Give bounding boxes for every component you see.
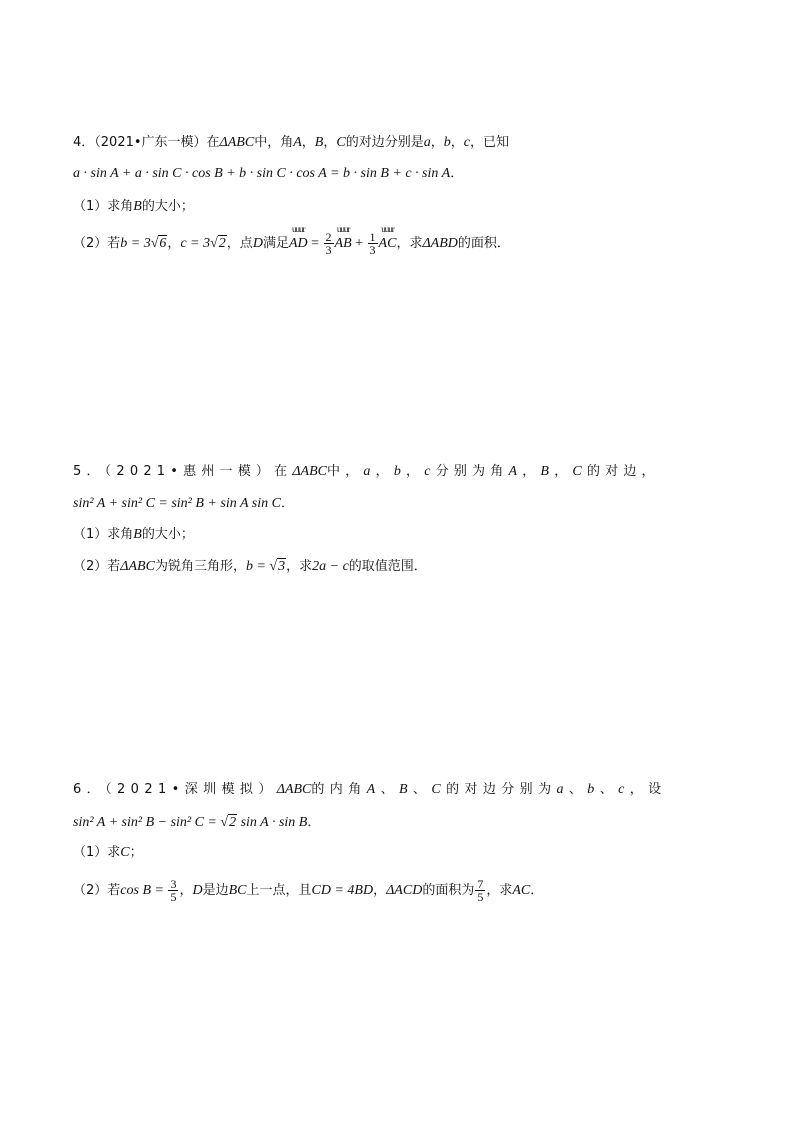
q5-triangle: ΔABC (120, 559, 155, 574)
vector-ac (378, 224, 397, 254)
q4-period: ． (450, 166, 464, 181)
q6-point-d: D (192, 883, 203, 898)
q6-text: 的对边分别为 (446, 782, 557, 797)
q6-radicand: 2 (229, 815, 237, 830)
q6-cd-relation: CD = 4BD (311, 883, 374, 898)
q4-b-value: b = 3 (120, 236, 151, 251)
q6-part1 (73, 843, 143, 863)
vector-arrow-icon: uuur (292, 224, 305, 234)
q4-side-b: b (443, 135, 451, 150)
q4-angle-b: B (314, 135, 324, 150)
q6-lead: 6．（2021•深圳模拟） (73, 782, 277, 797)
q6-stem-line1 (73, 780, 719, 800)
q6-part2-text: 是边 (202, 883, 229, 898)
numerator: 2 (325, 230, 332, 244)
q6-period: ． (307, 815, 321, 830)
equals-sign: = (307, 236, 323, 251)
q6-angle-b: B (398, 782, 413, 797)
q4-comma: ， (430, 135, 444, 150)
q5-expression: 2a − c (312, 559, 349, 574)
numerator: 3 (170, 877, 177, 891)
q4-angle-c: C (336, 135, 346, 150)
fraction-three-fifths (168, 878, 178, 903)
q5-part2-text: ，求 (286, 559, 313, 574)
denominator: 5 (170, 890, 177, 904)
q6-side-bc: BC (228, 883, 247, 898)
q6-side-a: a (556, 782, 569, 797)
q6-separator: 、 (380, 782, 399, 797)
vector-arrow-icon: uuur (381, 224, 394, 234)
q5-comma: ， (522, 464, 541, 479)
sqrt-symbol: √3 (269, 559, 286, 574)
q4-side-c: c (463, 135, 470, 150)
q6-text: 的内角 (311, 782, 367, 797)
q4-given-equation: a · sin A + a · sin C · cos B + b · sin C · cos A = b · sin B + c · sin A (73, 166, 451, 181)
q4-c-value: c = 3 (180, 236, 211, 251)
q6-side-ac: AC (512, 883, 531, 898)
q6-separator: 、 (568, 782, 588, 797)
q4-part1 (73, 197, 194, 217)
q4-part1-text: 的大小； (141, 199, 194, 214)
numerator: 7 (477, 877, 484, 891)
q5-lead: 5．（2021•惠州一模）在 (73, 464, 293, 479)
q6-text: ，设 (629, 782, 667, 797)
q6-given-equation: sin² A + sin² B − sin² C = (73, 815, 221, 830)
q4-part1-var: B (133, 199, 142, 214)
q5-comma: ， (375, 464, 394, 479)
q5-part2-text: （2）若 (73, 559, 121, 574)
q4-point-d: D (252, 236, 263, 251)
q5-triangle: ΔABC (292, 464, 327, 479)
sqrt-symbol: √2 (210, 236, 226, 251)
q6-triangle-acd: ΔACD (386, 883, 423, 898)
q4-stem-line1 (73, 133, 509, 153)
q4-part2-text: 的面积． (457, 236, 510, 251)
q6-part2-text: 上一点，且 (246, 883, 312, 898)
q6-side-b: b (587, 782, 600, 797)
q5-text: 中， (327, 464, 364, 479)
fraction-one-third (368, 231, 378, 256)
vector-label: AC (378, 236, 397, 251)
q6-part1-var: C (120, 845, 130, 860)
q6-side-c: c (618, 782, 630, 797)
q5-comma: ， (406, 464, 425, 479)
q4-part1-text: （1）求角 (73, 199, 134, 214)
q6-part2-text: （2）若 (73, 883, 121, 898)
denominator: 3 (325, 243, 332, 257)
q6-part2-text: ． (530, 883, 544, 898)
q5-equation (73, 494, 294, 514)
q5-text: 的对边， (586, 464, 660, 479)
q6-triangle: ΔABC (276, 782, 312, 797)
q5-angle-b: B (540, 464, 555, 479)
q6-part2 (73, 878, 543, 903)
q5-stem-line1 (73, 462, 719, 482)
q4-equation (73, 164, 463, 184)
vector-ab (334, 224, 352, 254)
q4-text: 的对边分别是 (345, 135, 424, 150)
q6-part2-text: 的面积为 (422, 883, 475, 898)
q6-part2-text: ， (373, 883, 387, 898)
q6-part2-text: ， (179, 883, 193, 898)
q6-angle-c: C (431, 782, 447, 797)
numerator: 1 (369, 230, 376, 244)
sqrt-symbol: √6 (150, 236, 167, 251)
q5-period: ． (280, 496, 294, 511)
q6-part1-text: ； (129, 845, 143, 860)
q6-cosb: cos B = (120, 883, 168, 898)
q4-comma: ， (167, 236, 181, 251)
q6-separator: 、 (599, 782, 619, 797)
fraction-seven-fifths (475, 878, 485, 903)
q4-angle-a: A (293, 135, 302, 150)
q5-angle-c: C (572, 464, 587, 479)
q6-part1-text: （1）求 (73, 845, 121, 860)
q6-part2-text: ，求 (486, 883, 513, 898)
q5-given-equation: sin² A + sin² C = sin² B + sin A sin C (73, 496, 281, 511)
q4-part2-text: （2）若 (73, 236, 121, 251)
q4-triangle-abd: ΔABD (422, 236, 458, 251)
q6-separator: 、 (412, 782, 432, 797)
q4-side-a: a (423, 135, 431, 150)
q4-c-radicand: 2 (218, 236, 226, 251)
q5-part2 (73, 557, 427, 577)
q5-part2-text: 的取值范围． (348, 559, 427, 574)
q4-lead: 4．（2021•广东一模）在 (73, 135, 220, 150)
q5-part1-text: （1）求角 (73, 527, 134, 542)
plus-sign: + (351, 236, 367, 251)
q4-comma: ， (301, 135, 315, 150)
q5-b-value: b = (245, 559, 270, 574)
vector-label: AD (288, 236, 308, 251)
q4-b-radicand: 6 (159, 236, 167, 251)
vector-ad (288, 224, 308, 254)
q4-part2-text: ，求 (396, 236, 423, 251)
q4-part2-text: 满足 (262, 236, 289, 251)
q5-angle-a: A (508, 464, 523, 479)
sqrt-symbol: √2 (220, 815, 237, 830)
q5-text: 分别为角 (435, 464, 509, 479)
q5-part1-text: 的大小； (141, 527, 194, 542)
q5-part1-var: B (133, 527, 142, 542)
q4-comma: ， (450, 135, 464, 150)
q4-triangle: ΔABC (219, 135, 255, 150)
q6-angle-a: A (366, 782, 381, 797)
q4-text: 中，角 (254, 135, 294, 150)
denominator: 3 (369, 243, 376, 257)
q4-text: ，已知 (469, 135, 509, 150)
q5-comma: ， (554, 464, 573, 479)
q6-equation (73, 813, 320, 833)
q5-side-a: a (363, 464, 376, 479)
vector-arrow-icon: uuur (336, 224, 350, 234)
q5-part2-text: 为锐角三角形， (154, 559, 246, 574)
q4-part2-text: ，点 (226, 236, 253, 251)
vector-label: AB (334, 236, 352, 251)
q4-comma: ， (323, 135, 337, 150)
q5-part1 (73, 525, 194, 545)
fraction-two-thirds (324, 231, 334, 256)
q5-side-c: c (424, 464, 436, 479)
denominator: 5 (477, 890, 484, 904)
q4-part2 (73, 224, 510, 257)
q5-side-b: b (393, 464, 407, 479)
q5-b-radicand: 3 (278, 559, 286, 574)
q6-equation-rest: sin A · sin B (237, 815, 308, 830)
